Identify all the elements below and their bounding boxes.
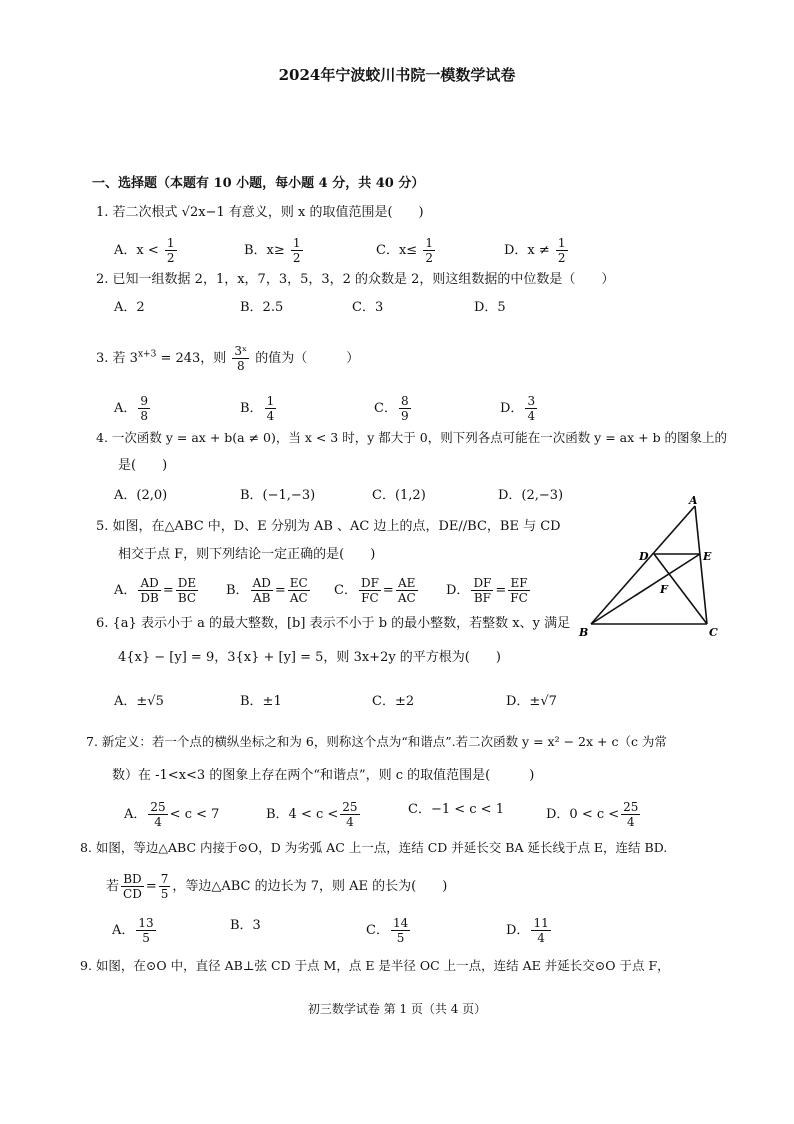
label-e: E <box>703 550 712 563</box>
q2-stem: 2. 已知一组数据 2，1，x，7，3，5，3，2 的众数是 2，则这组数据的中位数是（ ） <box>96 272 615 287</box>
label-f: F <box>660 583 668 596</box>
q1-option-a: A．x < $\frac{1}{2}$ <box>114 236 175 265</box>
q4-option-c: C．(1,2) <box>372 488 426 503</box>
page-title: 2024年宁波蛟川书院一模数学试卷 <box>278 66 516 84</box>
label-d: D <box>639 550 649 563</box>
q6-option-a: A．±√5 <box>114 694 164 709</box>
q1-option-d: D．x ≠ $\frac{1}{2}$ <box>504 236 566 265</box>
q7-option-d: D．0 < c < $\frac{25}{4}$ <box>546 800 639 829</box>
q3-option-d: D． $\frac{3}{4}$ <box>500 394 536 423</box>
label-c: C <box>709 626 718 639</box>
q6-option-d: D．±√7 <box>506 694 557 709</box>
q3-option-b: B． $\frac{1}{4}$ <box>240 394 275 423</box>
q5-option-d: D． $\frac{DF}{BF}$ = $\frac{EF}{FC}$ <box>446 576 528 605</box>
q5-stem-cont: 相交于点 F，则下列结论一定正确的是( ) <box>118 547 376 562</box>
q4-stem: 4. 一次函数 y = ax + b(a ≠ 0)，当 x < 3 时，y 都大于 0，则下列各点可能在一次函数 y = ax + b 的图象上的 <box>96 430 728 445</box>
q9-stem: 9. 如图，在⊙O 中，直径 AB⊥弦 CD 于点 M，点 E 是半径 OC 上一点，连结 AE 并延长交⊙O 于点 F， <box>80 958 670 973</box>
q8-stem-cont: 若 $\frac{BD}{CD}$ = $\frac{7}{5}$ ，等边△ABC 的边长为 7，则 AE 的长为( ) <box>106 872 448 901</box>
q2-option-a: A．2 <box>114 300 145 315</box>
q4-option-d: D．(2,−3) <box>498 488 564 503</box>
q7-option-b: B．4 < c < $\frac{25}{4}$ <box>266 800 358 829</box>
q2-option-d: D．5 <box>474 300 506 315</box>
q5-option-a: A． $\frac{AD}{DB}$ = $\frac{DE}{BC}$ <box>114 576 197 605</box>
q6-stem: 6. {a} 表示小于 a 的最大整数，[b] 表示不小于 b 的最小整数，若整数 x、y 满足 <box>96 616 571 631</box>
q5-option-c: C． $\frac{DF}{FC}$ = $\frac{AE}{AC}$ <box>334 576 416 605</box>
q5-option-b: B． $\frac{AD}{AB}$ = $\frac{EC}{AC}$ <box>226 576 308 605</box>
line-ac <box>695 506 707 624</box>
q1-option-b: B．x≥ $\frac{1}{2}$ <box>244 236 301 265</box>
triangle-figure <box>575 492 725 642</box>
q2-option-c: C．3 <box>352 300 384 315</box>
label-b: B <box>579 626 589 639</box>
page-footer: 初三数学试卷 第 1 页（共 4 页） <box>307 1002 487 1016</box>
q6-stem-cont: 4{x} − [y] = 9，3{x} + [y] = 5，则 3x+2y 的平方根为( ) <box>118 650 501 665</box>
q4-option-b: B．(−1,−3) <box>240 488 316 503</box>
q8-option-c: C． $\frac{14}{5}$ <box>366 916 409 945</box>
q7-option-c: C．−1 < c < 1 <box>408 802 504 817</box>
q7-option-a: A． $\frac{25}{4}$ < c < 7 <box>124 800 220 829</box>
line-ab <box>591 506 695 624</box>
q8-option-a: A． $\frac{13}{5}$ <box>112 916 154 945</box>
q3-option-c: C． $\frac{8}{9}$ <box>374 394 409 423</box>
section-heading: 一、选择题（本题有 10 小题，每小题 4 分，共 40 分） <box>92 176 425 191</box>
q8-option-b: B．3 <box>230 918 261 933</box>
label-a: A <box>689 494 698 507</box>
q6-option-c: C．±2 <box>372 694 415 709</box>
q7-stem: 7. 新定义：若一个点的横纵坐标之和为 6，则称这个点为“和谐点”.若二次函数 y = x² − 2x + c（c 为常 <box>86 734 667 749</box>
line-be <box>591 554 700 624</box>
q1-stem: 1. 若二次根式 √2x−1 有意义，则 x 的取值范围是( ) <box>96 205 424 220</box>
q4-option-a: A．(2,0) <box>114 488 168 503</box>
q5-stem: 5. 如图，在△ABC 中，D、E 分别为 AB 、AC 边上的点，DE//BC，BE 与 CD <box>96 519 561 534</box>
q6-option-b: B．±1 <box>240 694 282 709</box>
q7-stem-cont: 数）在 -1<x<3 的图象上存在两个“和谐点”，则 c 的取值范围是( ) <box>112 768 535 783</box>
q3-option-a: A． $\frac{9}{8}$ <box>114 394 149 423</box>
q4-stem-cont: 是( ) <box>118 458 168 473</box>
q3-stem: 3. 若 $3^{x+3} = 243$，则 $\frac{\text{3ˣ}}{8}$ 的值为（ ） <box>96 344 360 373</box>
q2-option-b: B．2.5 <box>240 300 284 315</box>
q8-stem: 8. 如图，等边△ABC 内接于⊙O，D 为劣弧 AC 上一点，连结 CD 并延长交 BA 延长线于点 E，连结 BD. <box>80 840 668 855</box>
q8-option-d: D． $\frac{11}{4}$ <box>506 916 549 945</box>
q1-option-c: C．x≤ $\frac{1}{2}$ <box>376 236 433 265</box>
